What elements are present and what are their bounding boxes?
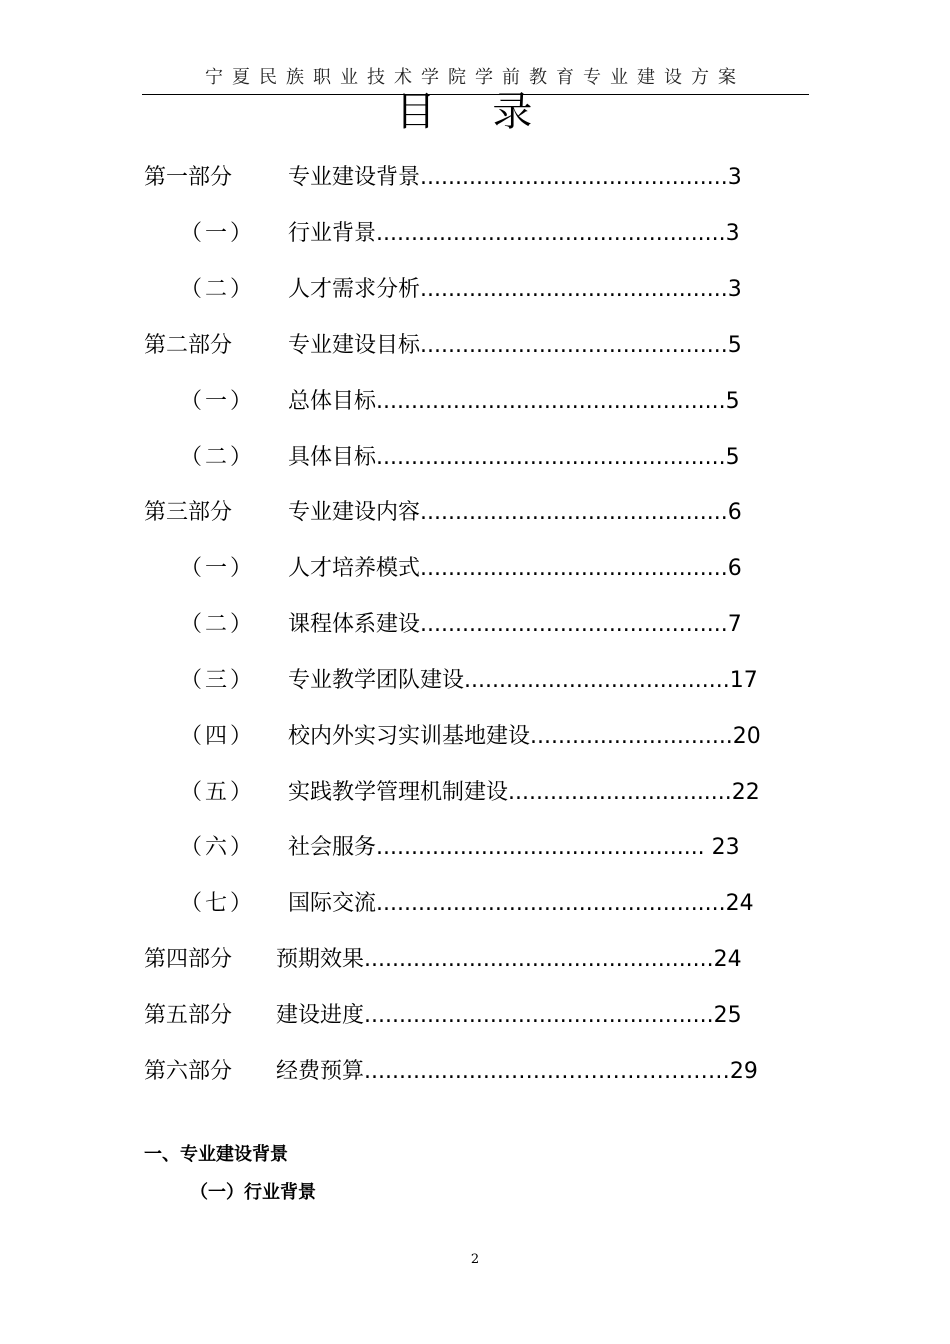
section-heading: 一、专业建设背景 <box>144 1144 288 1165</box>
toc-entry[interactable] <box>0 551 950 587</box>
toc-entry-number: （二） <box>180 277 256 302</box>
subsection-heading: （一）行业背景 <box>190 1182 316 1203</box>
toc-entry-text: 实践教学管理机制建设................................22 <box>288 780 760 805</box>
toc-entry-number: （一） <box>180 221 256 246</box>
toc-entry-number: 第六部分 <box>144 1059 233 1084</box>
toc-entry[interactable] <box>0 495 950 531</box>
toc-entry-text: 具体目标..................................................5 <box>288 445 740 470</box>
toc-entry[interactable] <box>0 440 950 476</box>
toc-entry[interactable] <box>0 160 950 196</box>
toc-entry-number: （二） <box>180 612 256 637</box>
toc-entry-number: 第四部分 <box>144 947 233 972</box>
toc-entry-number: （六） <box>180 835 256 860</box>
toc-entry[interactable] <box>0 719 950 755</box>
toc-entry-text: 人才需求分析............................................3 <box>288 277 742 302</box>
toc-entry-text: 专业建设内容............................................6 <box>288 500 742 525</box>
toc-entry[interactable] <box>0 886 950 922</box>
toc-entry[interactable] <box>0 998 950 1034</box>
toc-title: 目 录 <box>395 89 555 135</box>
toc-entry-number: （二） <box>180 445 256 470</box>
toc-entry-text: 校内外实习实训基地建设.............................20 <box>288 724 761 749</box>
toc-entry[interactable] <box>0 272 950 308</box>
toc-entry[interactable] <box>0 328 950 364</box>
toc-entry[interactable] <box>0 942 950 978</box>
toc-entry[interactable] <box>0 830 950 866</box>
toc-entry-text: 专业建设背景............................................3 <box>288 165 742 190</box>
toc-entry-text: 建设进度..................................................25 <box>276 1003 742 1028</box>
toc-entry-number: 第一部分 <box>144 165 233 190</box>
toc-entry-number: （一） <box>180 556 256 581</box>
toc-entry-text: 课程体系建设............................................7 <box>288 612 742 637</box>
toc-entry-text: 经费预算.....................…...……………………29 <box>276 1059 758 1084</box>
toc-entry[interactable] <box>0 216 950 252</box>
toc-entry-number: 第五部分 <box>144 1003 233 1028</box>
toc-entry-text: 预期效果..................................................24 <box>276 947 742 972</box>
toc-entry-number: （七） <box>180 891 256 916</box>
toc-entry-text: 社会服务............................................... 23 <box>288 835 740 860</box>
toc-entry[interactable] <box>0 607 950 643</box>
toc-entry-number: （五） <box>180 780 256 805</box>
toc-entry[interactable] <box>0 663 950 699</box>
toc-entry-number: （一） <box>180 389 256 414</box>
toc-entry-number: （三） <box>180 668 256 693</box>
toc-entry-text: 行业背景..................................................3 <box>288 221 740 246</box>
toc-entry[interactable] <box>0 775 950 811</box>
toc-entry-text: 国际交流..................................................24 <box>288 891 754 916</box>
toc-entry-number: 第二部分 <box>144 333 233 358</box>
toc-entry-text: 专业建设目标............................................5 <box>288 333 742 358</box>
toc-entry-text: 人才培养模式............................................6 <box>288 556 742 581</box>
toc-entry[interactable] <box>0 384 950 420</box>
toc-entry-number: （四） <box>180 724 256 749</box>
toc-entry-text: 专业教学团队建设......................................17 <box>288 668 758 693</box>
toc-entry-number: 第三部分 <box>144 500 233 525</box>
toc-entry[interactable] <box>0 1054 950 1090</box>
running-header: 宁夏民族职业技术学院学前教育专业建设方案 <box>205 67 745 88</box>
toc-entry-text: 总体目标..................................................5 <box>288 389 740 414</box>
page-number: 2 <box>470 1252 480 1267</box>
